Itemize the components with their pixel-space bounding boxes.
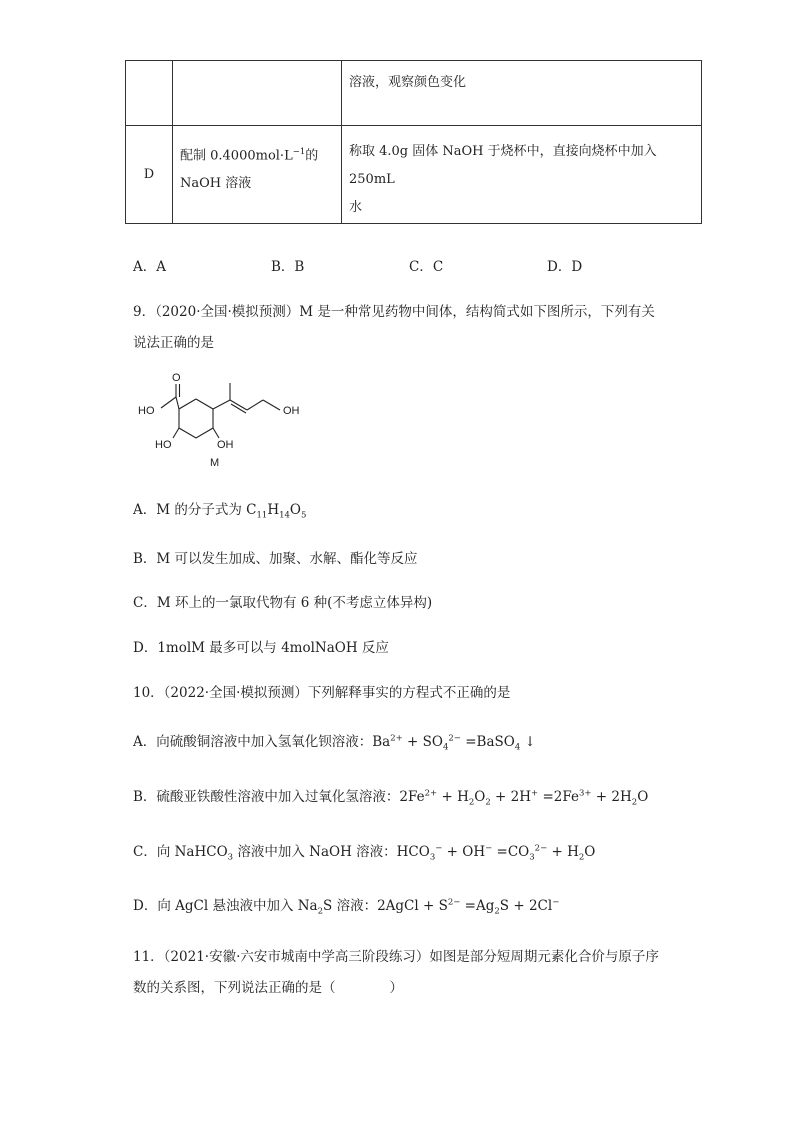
row-label: D bbox=[126, 126, 173, 224]
atom-label: OH bbox=[217, 439, 234, 451]
row-label bbox=[126, 61, 173, 126]
choice-c[interactable]: C．C bbox=[409, 259, 444, 275]
q9-stem-line1: 9．（2020·全国·模拟预测）M 是一种常见药物中间体，结构简式如下图所示，下列有关 bbox=[133, 304, 655, 320]
q10-option-b[interactable]: B．硫酸亚铁酸性溶液中加入过氧化氢溶液：$2Fe^{2+} + H_2O_2 + 2H^+ =2Fe^{3+} + 2H_2O$ bbox=[133, 788, 649, 808]
choice-a[interactable]: A．A bbox=[133, 259, 166, 275]
q10-option-c[interactable]: C．向 NaHCO$_3$ 溶液中加入 NaOH 溶液：$HCO_3^- + OH^- =CO_3^{2-} + H_2O$ bbox=[133, 843, 596, 863]
table-row bbox=[126, 126, 702, 224]
experiment-operation: 称取 4.0g 固体 NaOH 于烧杯中，直接向烧杯中加入 250mL 水 bbox=[342, 126, 702, 224]
q9-option-a[interactable]: A．M 的分子式为 $C_{11}H_{14}O_5$ bbox=[133, 502, 307, 521]
atom-label: HO bbox=[155, 439, 172, 451]
molecule-structure-m bbox=[133, 370, 333, 470]
experiment-goal: 配制 $0.4000mol\cdot L^{-1}$的 NaOH 溶液 bbox=[173, 126, 342, 224]
q9-option-d[interactable]: D．1molM 最多可以与 4molNaOH 反应 bbox=[133, 640, 389, 656]
table-row bbox=[126, 61, 702, 126]
experiment-operation: 溶液，观察颜色变化 bbox=[342, 61, 702, 126]
atom-label: HO bbox=[138, 405, 155, 417]
q10-option-d[interactable]: D．向 AgCl 悬浊液中加入 $Na_2S$ 溶液：2AgCl + $S^{2-} =Ag_2S + 2Cl^-$ bbox=[133, 897, 560, 917]
choice-b[interactable]: B．B bbox=[271, 259, 305, 275]
atom-label: O bbox=[172, 372, 181, 384]
q9-option-c[interactable]: C．M 环上的一氯取代物有 6 种(不考虑立体异构) bbox=[133, 595, 433, 611]
q11-stem-line2: 数的关系图，下列说法正确的是（ ） bbox=[133, 980, 403, 996]
experiment-goal bbox=[173, 61, 342, 126]
experiment-table bbox=[125, 60, 702, 224]
atom-label: OH bbox=[283, 405, 300, 417]
q10-stem: 10．（2022·全国·模拟预测）下列解释事实的方程式不正确的是 bbox=[133, 685, 511, 701]
molecule-name: M bbox=[210, 457, 220, 469]
q11-stem-line1: 11．（2021·安徽·六安市城南中学高三阶段练习）如图是部分短周期元素化合价与原子序 bbox=[133, 949, 659, 965]
q9-stem-line2: 说法正确的是 bbox=[133, 335, 214, 351]
choice-d[interactable]: D．D bbox=[547, 259, 583, 275]
q9-option-b[interactable]: B．M 可以发生加成、加聚、水解、酯化等反应 bbox=[133, 551, 418, 567]
q10-option-a[interactable]: A．向硫酸铜溶液中加入氢氧化钡溶液：$Ba^{2+} + SO_4^{2-}$ =BaSO$_4$ ↓ bbox=[133, 733, 536, 753]
